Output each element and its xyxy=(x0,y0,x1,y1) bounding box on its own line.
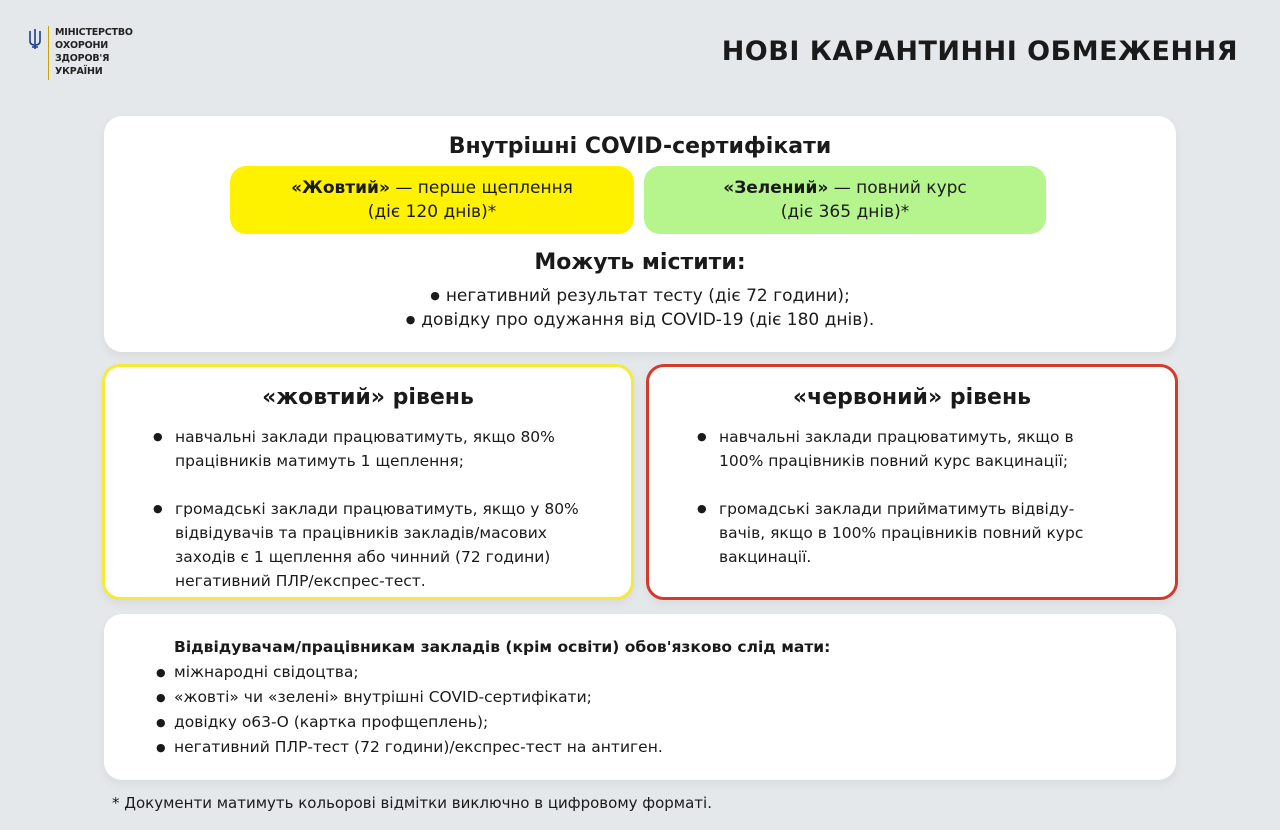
green-certificate-pill xyxy=(644,166,1046,234)
logo-line: ОХОРОНИ xyxy=(55,40,109,51)
logo-line: УКРАЇНИ xyxy=(55,66,103,77)
page-title: НОВІ КАРАНТИННІ ОБМЕЖЕННЯ xyxy=(721,36,1238,67)
yellow-certificate-desc: — перше щеплення xyxy=(389,178,573,198)
visitors-title: Відвідувачам/працівникам закладів (крім освіти) обов'язково слід мати: xyxy=(174,638,831,656)
logo-line: МІНІСТЕРСТВО xyxy=(55,27,133,38)
red-level-card xyxy=(646,364,1178,600)
green-certificate-validity: (діє 365 днів)* xyxy=(780,202,910,222)
logo-divider xyxy=(48,26,49,80)
ministry-logo xyxy=(28,26,133,80)
list-item: ● негативний результат тесту (діє 72 години); xyxy=(104,284,1176,308)
visitors-list xyxy=(156,660,663,760)
certificates-card xyxy=(104,116,1176,352)
footnote: * Документи матимуть кольорові відмітки виключно в цифровому форматі. xyxy=(112,794,712,812)
green-certificate-line xyxy=(723,176,967,200)
list-item: ● громадські заклади прийматимуть відвіду-вачів, якщо в 100% працівників повний курс вакцинації. xyxy=(697,497,1097,569)
list-item: ● навчальні заклади працюватимуть, якщо в 100% працівників повний курс вакцинації; xyxy=(697,425,1097,473)
trident-icon xyxy=(28,28,42,50)
visitors-requirements-card xyxy=(104,614,1176,780)
yellow-level-card xyxy=(102,364,634,600)
yellow-level-list xyxy=(153,425,583,617)
red-level-list xyxy=(697,425,1097,593)
logo-text xyxy=(55,26,133,78)
yellow-certificate-pill xyxy=(230,166,634,234)
may-contain-list xyxy=(104,284,1176,332)
list-item: ● міжнародні свідоцтва; xyxy=(156,660,663,685)
green-certificate-desc: — повний курс xyxy=(828,178,967,198)
yellow-certificate-name: «Жовтий» xyxy=(291,178,390,198)
list-item: ● «жовті» чи «зелені» внутрішні COVID-сертифікати; xyxy=(156,685,663,710)
list-item: ● громадські заклади працюватимуть, якщо у 80% відвідувачів та працівників закладів/масових заходів є 1 щеплення або чинний (72 години) негативний ПЛР/експрес-тест. xyxy=(153,497,583,593)
yellow-level-title: «жовтий» рівень xyxy=(262,385,474,410)
yellow-certificate-line xyxy=(291,176,573,200)
green-certificate-name: «Зелений» xyxy=(723,178,829,198)
list-item: ● довідку о63-О (картка профщеплень); xyxy=(156,710,663,735)
may-contain-title: Можуть містити: xyxy=(534,250,746,275)
logo-line: ЗДОРОВ'Я xyxy=(55,53,110,64)
list-item: ● навчальні заклади працюватимуть, якщо 80% працівників матимуть 1 щеплення; xyxy=(153,425,583,473)
list-item: ● негативний ПЛР-тест (72 години)/експрес-тест на антиген. xyxy=(156,735,663,760)
certificates-title: Внутрішні COVID-сертифікати xyxy=(448,134,832,159)
red-level-title: «червоний» рівень xyxy=(792,385,1032,410)
list-item: ● довідку про одужання від COVID-19 (діє 180 днів). xyxy=(104,308,1176,332)
yellow-certificate-validity: (діє 120 днів)* xyxy=(367,202,497,222)
